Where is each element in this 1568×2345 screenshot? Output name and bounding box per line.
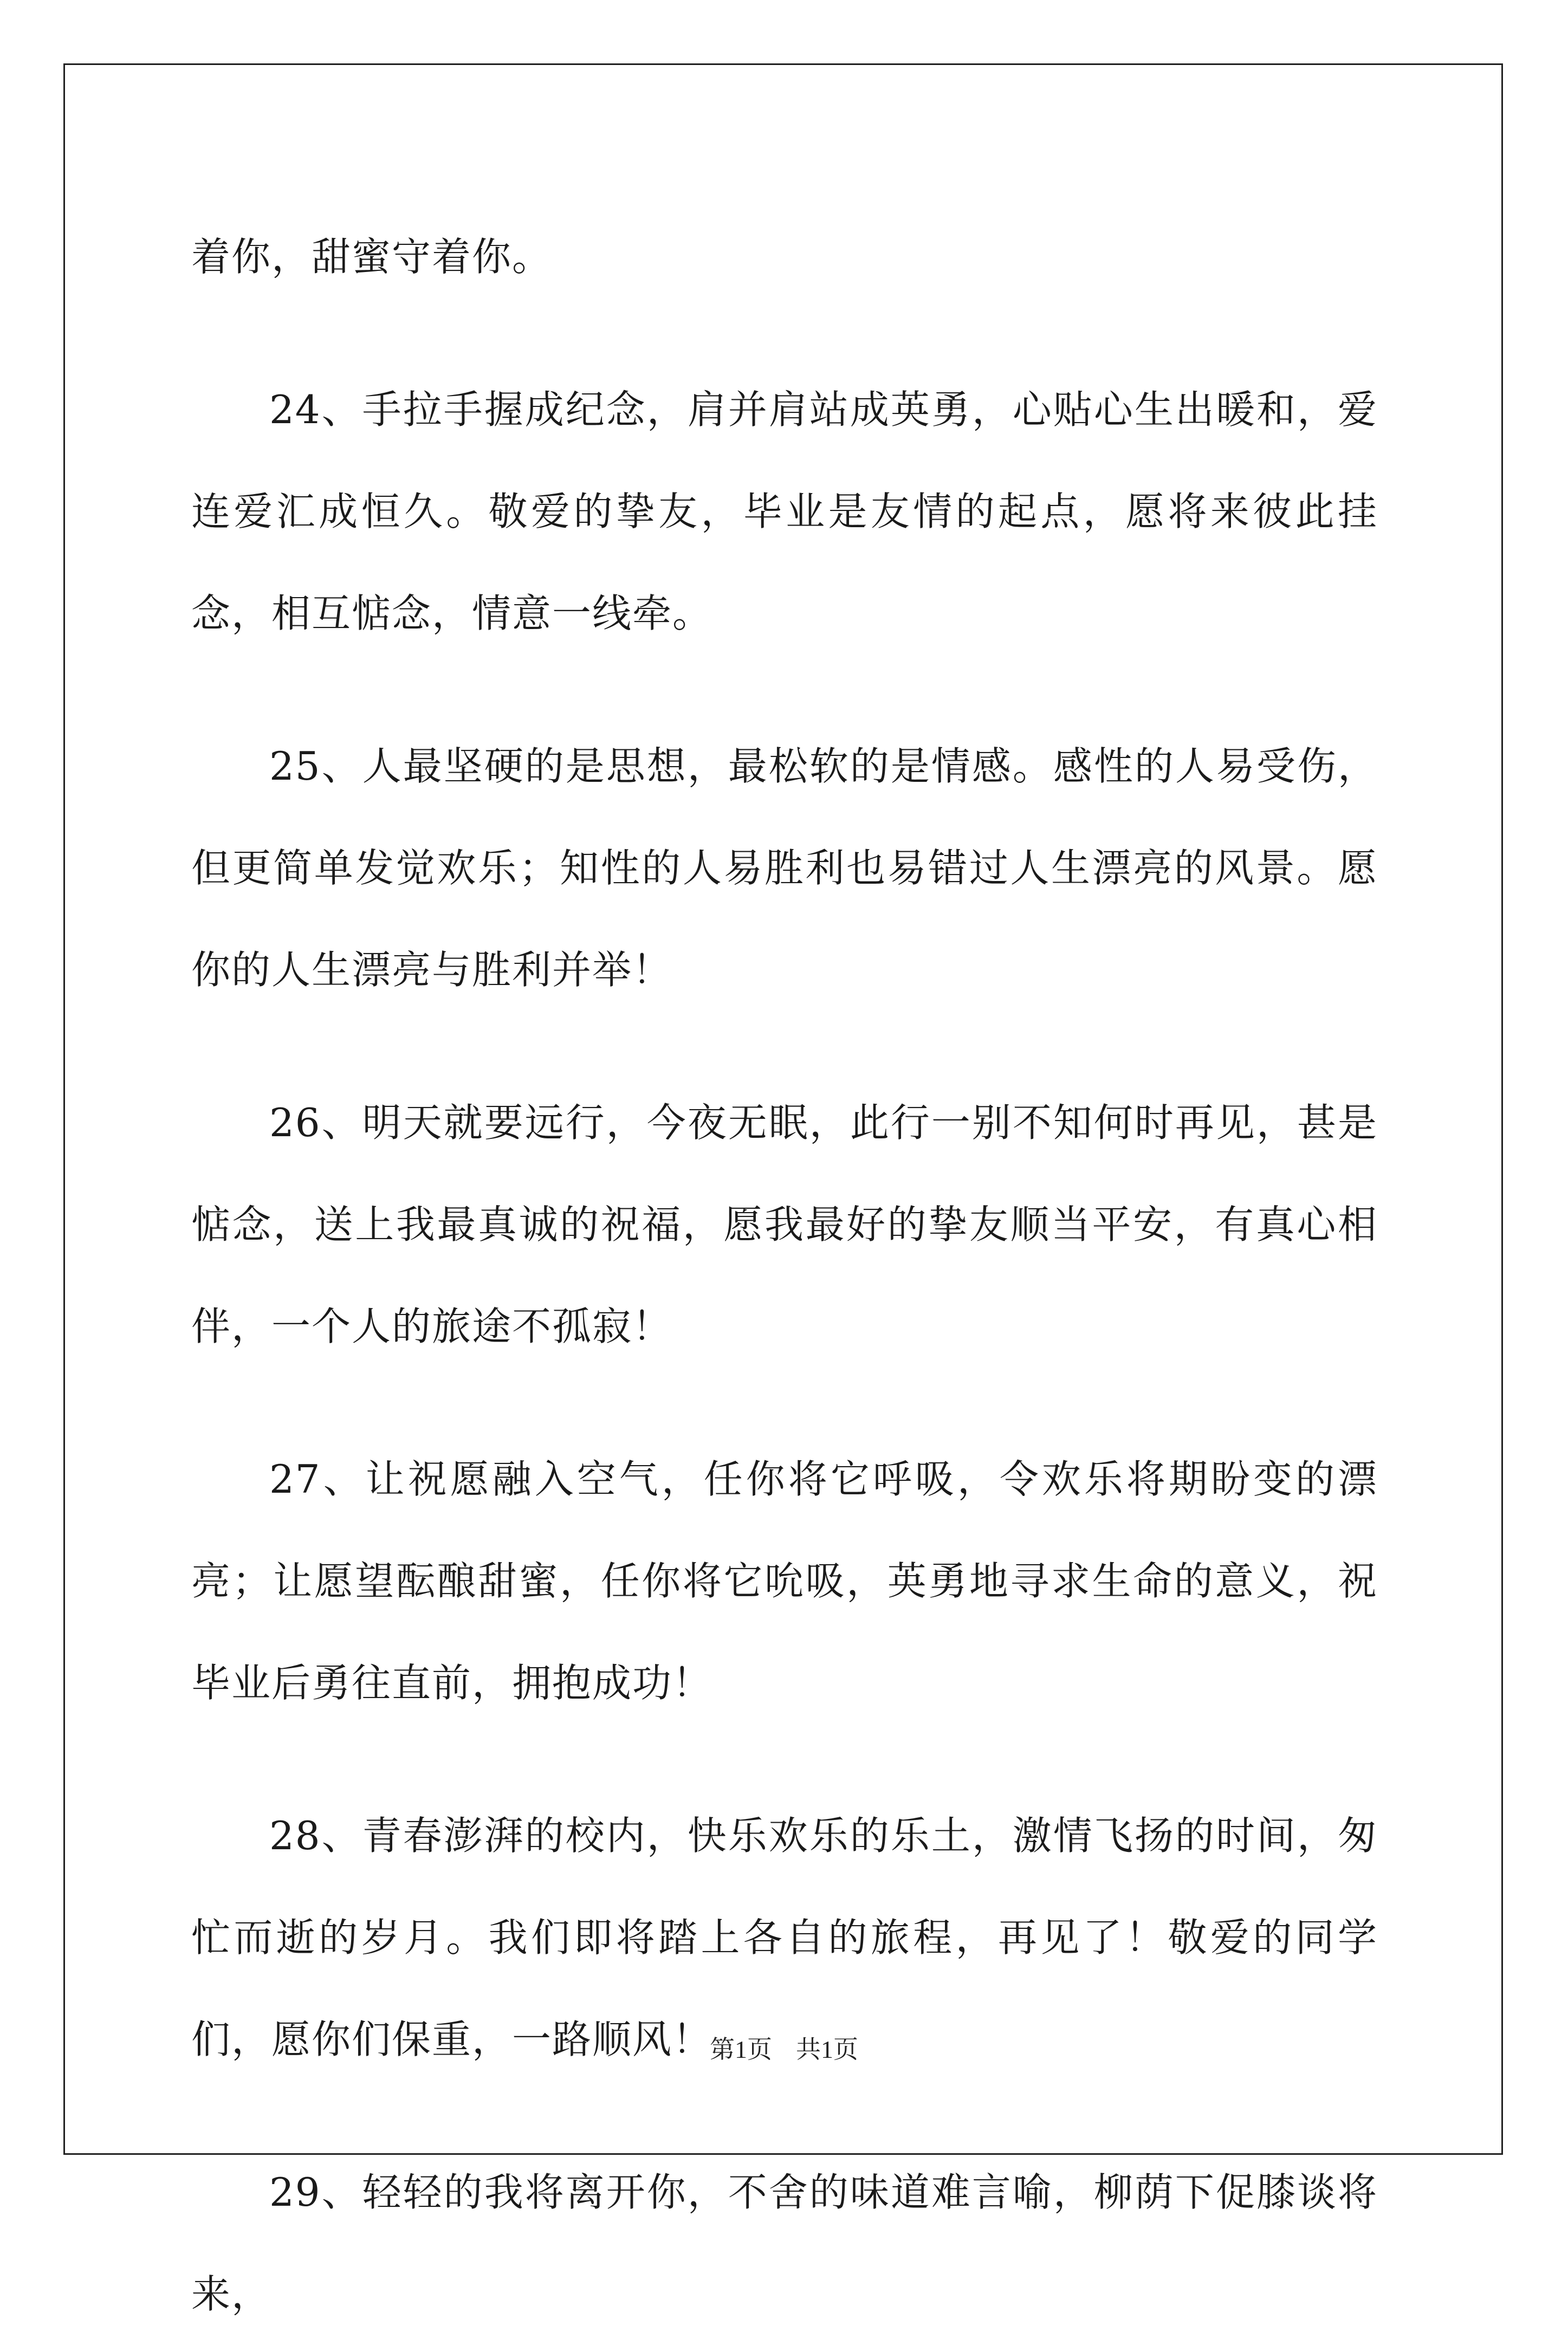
paragraph-25: 25、人最坚硬的是思想，最松软的是情感。感性的人易受伤，但更简单发觉欢乐；知性的人易胜利也易错过人生漂亮的风景。愿你的人生漂亮与胜利并举！ [191, 743, 1378, 993]
paragraph-26: 26、明天就要远行，今夜无眠，此行一别不知何时再见，甚是惦念，送上我最真诚的祝福，愿我最好的挚友顺当平安，有真心相伴，一个人的旅途不孤寂！ [191, 1100, 1378, 1349]
paragraph-24: 24、手拉手握成纪念，肩并肩站成英勇，心贴心生出暖和，爱连爱汇成恒久。敬爱的挚友，毕业是友情的起点，愿将来彼此挂念，相互惦念，情意一线牵。 [191, 387, 1378, 636]
paragraph-continuation: 着你，甜蜜守着你。 [191, 234, 553, 280]
paragraph-29: 29、轻轻的我将离开你，不舍的味道难言喻，柳荫下促膝谈将来， [191, 2169, 1378, 2317]
page-footer [0, 2030, 1568, 2065]
paragraph-27: 27、让祝愿融入空气，任你将它呼吸，令欢乐将期盼变的漂亮；让愿望酝酿甜蜜，任你将它吮吸，英勇地寻求生命的意义，祝毕业后勇往直前，拥抱成功！ [191, 1456, 1378, 1706]
paragraph-28: 28、青春澎湃的校内，快乐欢乐的乐土，激情飞扬的时间，匆忙而逝的岁月。我们即将踏上各自的旅程，再见了！敬爱的同学们，愿你们保重，一路顺风！ [191, 1813, 1378, 2062]
page-total: 共1页 [796, 2036, 858, 2063]
document-body [191, 206, 1378, 2345]
page-number: 第1页 [710, 2036, 772, 2063]
